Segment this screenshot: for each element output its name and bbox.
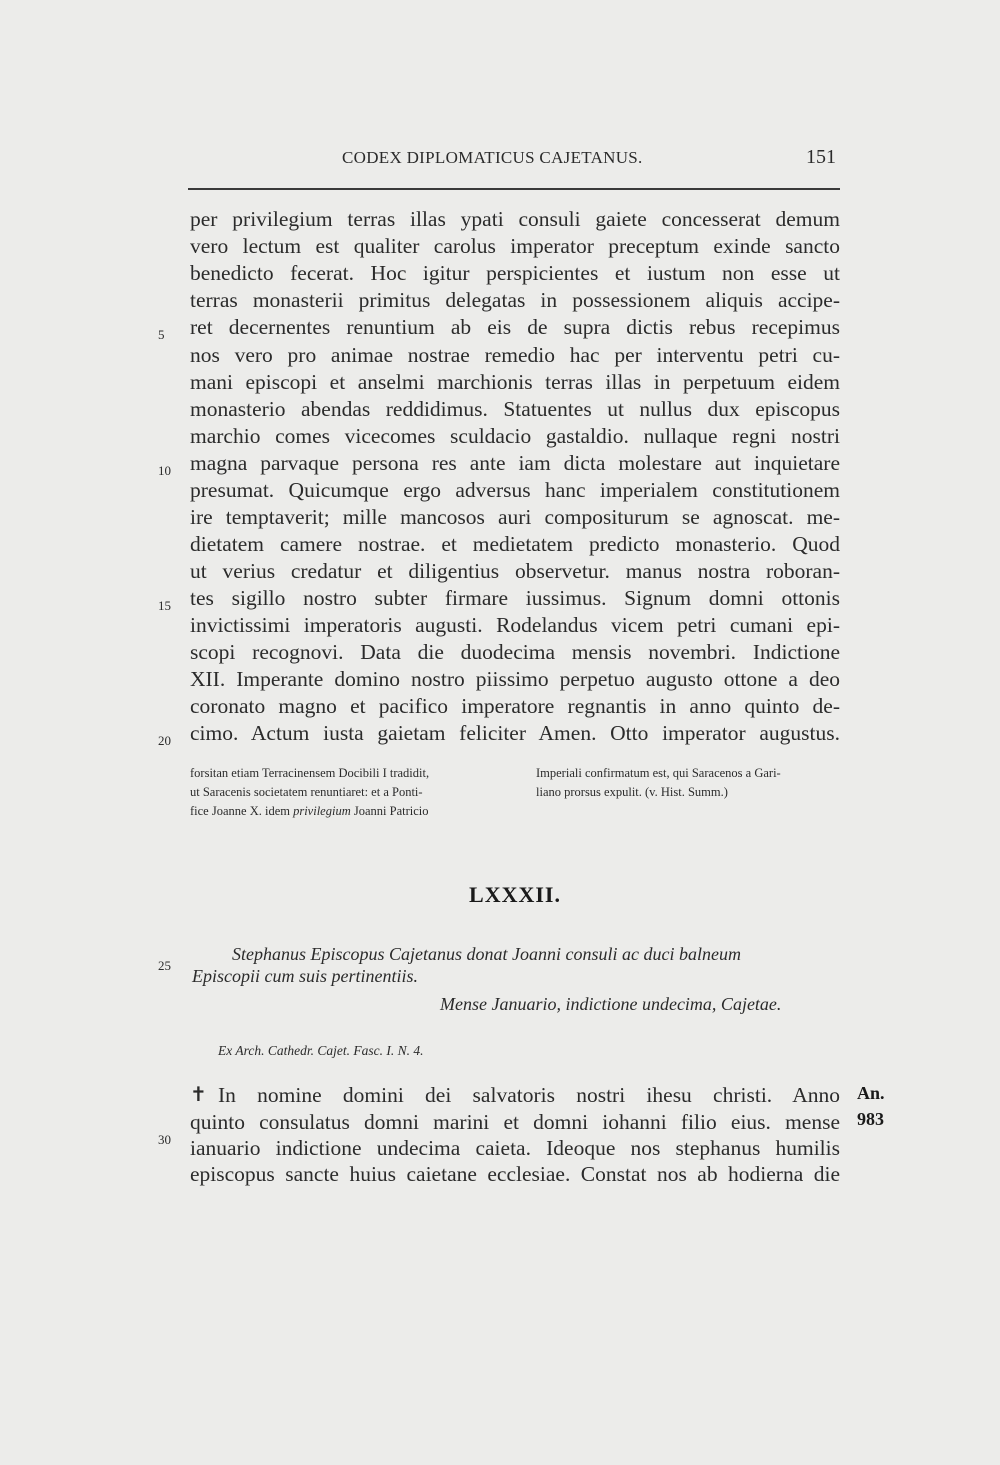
footnote-text: fice Joanne X. idem <box>190 804 294 818</box>
page-number: 151 <box>806 146 836 168</box>
running-title: CODEX DIPLOMATICUS CAJETANUS. <box>342 148 643 167</box>
body-line: scopi recognovi. Data die duodecima mensis novembri. Indictione <box>190 640 840 664</box>
body-line: benedicto fecerat. Hoc igitur perspicientes et iustum non esse ut <box>190 261 840 285</box>
document-date: Mense Januario, indictione undecima, Cajetae. <box>440 994 782 1014</box>
body-line: invictissimi imperatoris augusti. Rodelandus vicem petri cumani epi- <box>190 613 840 637</box>
footnote-right-line: Imperiali confirmatum est, qui Saracenos a Gari- <box>536 766 781 780</box>
document-line: In nomine domini dei salvatoris nostri ihesu christi. Anno <box>218 1083 840 1107</box>
body-line: magna parvaque persona res ante iam dicta molestare aut inquietare <box>190 451 840 475</box>
margin-year-label: An. <box>857 1083 885 1103</box>
archival-source: Ex Arch. Cathedr. Cajet. Fasc. I. N. 4. <box>218 1043 424 1058</box>
body-line: per privilegium terras illas ypati consuli gaiete concesserat demum <box>190 207 840 231</box>
line-number: 30 <box>158 1132 171 1147</box>
body-line: coronato magno et pacifico imperatore regnantis in anno quinto de- <box>190 694 840 718</box>
line-number: 10 <box>158 463 171 478</box>
margin-year: 983 <box>857 1109 884 1129</box>
footnote-italic: privilegium <box>293 804 351 818</box>
line-number: 5 <box>158 327 165 342</box>
line-number: 20 <box>158 733 171 748</box>
body-line: presumat. Quicumque ergo adversus hanc imperialem constitutionem <box>190 478 840 502</box>
body-line: dietatem camere nostrae. et medietatem predicto monasterio. Quod <box>190 532 840 556</box>
body-line: cimo. Actum iusta gaietam feliciter Amen. Otto imperator augustus. <box>190 721 840 745</box>
page-header <box>188 148 840 190</box>
cross-icon: ✝ <box>190 1084 207 1106</box>
line-number: 15 <box>158 598 171 613</box>
body-line: terras monasterii primitus delegatas in possessionem aliquis accipe- <box>190 288 840 312</box>
footnote-right-line: liano prorsus expulit. (v. Hist. Summ.) <box>536 785 728 799</box>
footnote-left-line: forsitan etiam Terracinensem Docibili I tradidit, <box>190 766 430 780</box>
body-line: marchio comes vicecomes sculdacio gastaldio. nullaque regni nostri <box>190 424 840 448</box>
body-line: tes sigillo nostro subter firmare iussimus. Signum domni ottonis <box>190 586 840 610</box>
footnote-text: Joanni Patricio <box>350 804 429 818</box>
document-summary: Episcopii cum suis pertinentiis. <box>192 966 418 986</box>
body-line: XII. Imperante domino nostro piissimo perpetuo augusto ottone a deo <box>190 667 840 691</box>
footnote-left-line: ut Saracenis societatem renuntiaret: et a Ponti- <box>190 785 423 799</box>
body-line: mani episcopi et anselmi marchionis terras illas in perpetuum eidem <box>190 370 840 394</box>
body-line: nos vero pro animae nostrae remedio hac per interventu petri cu- <box>190 343 840 367</box>
body-line: ire temptaverit; mille mancosos auri compositurum se agnoscat. me- <box>190 505 840 529</box>
document-line: quinto consulatus domni marini et domni iohanni filio eius. mense <box>190 1110 840 1134</box>
body-line: ret decernentes renuntium ab eis de supra dictis rebus recepimus <box>190 315 840 339</box>
document-line: ianuario indictione undecima caieta. Ideoque nos stephanus humilis <box>190 1136 840 1160</box>
document-number: LXXXII. <box>469 882 561 907</box>
body-line: ut verius credatur et diligentius observetur. manus nostra roboran- <box>190 559 840 583</box>
document-line: episcopus sancte huius caietane ecclesiae. Constat nos ab hodierna die <box>190 1162 840 1186</box>
body-line: monasterio abendas reddidimus. Statuentes ut nullus dux episcopus <box>190 397 840 421</box>
line-number: 25 <box>158 958 171 973</box>
document-summary: Stephanus Episcopus Cajetanus donat Joanni consuli ac duci balneum <box>232 944 741 964</box>
body-line: vero lectum est qualiter carolus imperator preceptum exinde sancto <box>190 234 840 258</box>
footnote-left-line <box>190 802 429 821</box>
